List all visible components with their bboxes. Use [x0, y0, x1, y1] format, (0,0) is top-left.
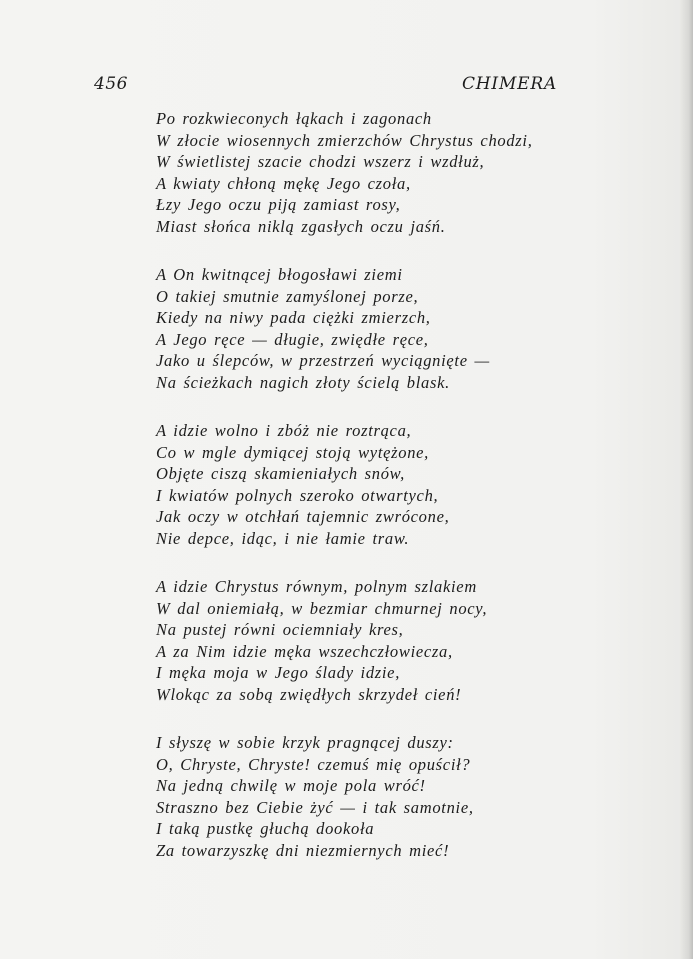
poem-line: Kiedy na niwy pada ciężki zmierzch,	[156, 308, 431, 327]
poem-line: A kwiaty chłoną mękę Jego czoła,	[156, 173, 411, 193]
poem-line: Na jedną chwilę w moje pola wróć!	[156, 776, 426, 795]
poem-line: A Jego ręce — długie, zwiędłe ręce,	[156, 329, 429, 349]
poem-line: Łzy Jego oczu piją zamiast rosy,	[156, 195, 401, 214]
stanza-1	[156, 108, 576, 237]
poem-line: Jako u ślepców, w przestrzeń wyciągnięte —	[156, 351, 490, 370]
poem-line: Na ścieżkach nagich złoty ścielą blask.	[156, 372, 450, 392]
poem-line: Jak oczy w otchłań tajemnic zwrócone,	[156, 507, 450, 526]
running-title: CHIMERA	[462, 74, 558, 94]
poem-line: W dal oniemiałą, w bezmiar chmurnej nocy,	[156, 598, 488, 618]
poem-line: W świetlistej szacie chodzi wszerz i wzdłuż,	[156, 152, 485, 171]
poem-line: O takiej smutnie zamyślonej porze,	[156, 286, 419, 306]
poem-line: A za Nim idzie męka wszechczłowiecza,	[156, 641, 453, 661]
poem	[156, 108, 576, 888]
poem-line: Miast słońca niklą zgasłych oczu jaśń.	[156, 216, 446, 236]
poem-line: A idzie wolno i zbóż nie roztrąca,	[156, 421, 412, 440]
page-number: 456	[94, 74, 128, 94]
poem-line: W złocie wiosennych zmierzchów Chrystus chodzi,	[156, 130, 533, 150]
stanza-2	[156, 264, 576, 393]
stanza-3	[156, 420, 576, 549]
poem-line: I kwiatów polnych szeroko otwartych,	[156, 485, 439, 505]
poem-line: I słyszę w sobie krzyk pragnącej duszy:	[156, 733, 454, 752]
stanza-5	[156, 732, 576, 861]
poem-line: Straszno bez Ciebie żyć — i tak samotnie,	[156, 797, 474, 817]
poem-line: A On kwitnącej błogosławi ziemi	[156, 265, 403, 284]
poem-line: Za towarzyszkę dni niezmiernych mieć!	[156, 840, 450, 860]
poem-line: Co w mgle dymiącej stoją wytężone,	[156, 442, 430, 462]
poem-line: A idzie Chrystus równym, polnym szlakiem	[156, 577, 477, 596]
stanza-4	[156, 576, 576, 705]
poem-line: Po rozkwieconych łąkach i zagonach	[156, 109, 432, 128]
poem-line: Wlokąc za sobą zwiędłych skrzydeł cień!	[156, 684, 462, 704]
poem-line: Objęte ciszą skamieniałych snów,	[156, 464, 405, 483]
poem-line: O, Chryste, Chryste! czemuś mię opuścił?	[156, 754, 471, 774]
poem-line: I taką pustkę głuchą dookoła	[156, 819, 375, 838]
poem-line: I męka moja w Jego ślady idzie,	[156, 663, 401, 682]
poem-line: Nie depce, idąc, i nie łamie traw.	[156, 528, 410, 548]
page-edge-shadow	[679, 0, 693, 959]
poem-line: Na pustej równi ociemniały kres,	[156, 620, 404, 639]
